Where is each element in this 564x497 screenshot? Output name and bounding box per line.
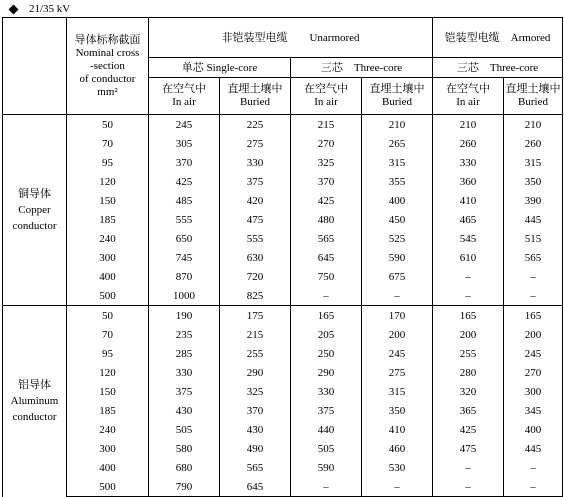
ampacity-cell: 475 — [433, 439, 504, 458]
ampacity-cell: – — [433, 458, 504, 477]
ampacity-cell: 790 — [149, 477, 220, 497]
buried-label-cn: 直埋土壤中 — [369, 83, 425, 95]
table-row — [3, 267, 563, 286]
ampacity-cell: 505 — [149, 420, 220, 439]
ampacity-cell: 210 — [362, 115, 433, 135]
cross-section-cell: 50 — [67, 115, 149, 135]
buried-label-cn: 直埋土壤中 — [505, 83, 561, 95]
in-air-header — [149, 78, 220, 115]
ampacity-cell: 375 — [149, 382, 220, 401]
ampacity-cell: 315 — [362, 382, 433, 401]
in-air-label-cn: 在空气中 — [162, 83, 206, 95]
ampacity-cell: 445 — [504, 439, 563, 458]
three-core-armored-header: 三芯 Three-core — [433, 58, 563, 78]
ampacity-cell: 290 — [220, 363, 291, 382]
ampacity-cell: 1000 — [149, 286, 220, 306]
cross-section-cell: 70 — [67, 134, 149, 153]
ampacity-cell: 235 — [149, 325, 220, 344]
ampacity-cell: 330 — [149, 363, 220, 382]
ampacity-cell: 350 — [504, 172, 563, 191]
ampacity-cell: 200 — [504, 325, 563, 344]
ampacity-cell: 290 — [291, 363, 362, 382]
ampacity-cell: 430 — [220, 420, 291, 439]
conductor-label-line: 铝导体 — [18, 379, 51, 392]
ampacity-cell: 175 — [220, 306, 291, 326]
ampacity-cell: 545 — [433, 229, 504, 248]
ampacity-cell: 630 — [220, 248, 291, 267]
cross-section-cell: 50 — [67, 306, 149, 326]
ampacity-cell: 265 — [362, 134, 433, 153]
ampacity-cell: 275 — [220, 134, 291, 153]
ampacity-cell: 170 — [362, 306, 433, 326]
conductor-label-line: conductor — [12, 220, 57, 232]
ampacity-cell: – — [433, 477, 504, 497]
header-corner-cell — [3, 18, 67, 115]
table-row — [3, 344, 563, 363]
copper-group — [3, 115, 563, 306]
ampacity-cell: 420 — [220, 191, 291, 210]
conductor-label-line: Aluminum — [10, 395, 59, 408]
ampacity-cell: 330 — [291, 382, 362, 401]
ampacity-cell: 590 — [291, 458, 362, 477]
in-air-label-en: In air — [314, 96, 338, 108]
ampacity-cell: 270 — [291, 134, 362, 153]
ampacity-cell: 825 — [220, 286, 291, 306]
ampacity-cell: 480 — [291, 210, 362, 229]
ampacity-cell: 645 — [220, 477, 291, 497]
table-row — [3, 477, 563, 497]
ampacity-cell: 750 — [291, 267, 362, 286]
ampacity-cell: 555 — [220, 229, 291, 248]
ampacity-cell: 165 — [433, 306, 504, 326]
ampacity-cell: 370 — [149, 153, 220, 172]
ampacity-cell: – — [433, 286, 504, 306]
cross-section-cell: 120 — [67, 172, 149, 191]
ampacity-cell: 565 — [291, 229, 362, 248]
ampacity-cell: 650 — [149, 229, 220, 248]
ampacity-cell: 360 — [433, 172, 504, 191]
ampacity-cell: 215 — [220, 325, 291, 344]
ampacity-cell: 370 — [220, 401, 291, 420]
table-row — [3, 115, 563, 135]
aluminum-group — [3, 306, 563, 497]
ampacity-cell: 475 — [220, 210, 291, 229]
in-air-label-cn: 在空气中 — [304, 83, 348, 95]
ampacity-cell: 460 — [362, 439, 433, 458]
cross-section-cell: 185 — [67, 401, 149, 420]
cross-section-cell: 240 — [67, 229, 149, 248]
cross-section-cell: 400 — [67, 267, 149, 286]
ampacity-cell: – — [362, 286, 433, 306]
ampacity-cell: 275 — [362, 363, 433, 382]
ampacity-cell: 305 — [149, 134, 220, 153]
ampacity-cell: 525 — [362, 229, 433, 248]
cross-section-cell: 150 — [67, 382, 149, 401]
conductor-label-line: Copper — [18, 204, 51, 216]
cross-section-cell: 95 — [67, 344, 149, 363]
ampacity-cell: 245 — [149, 115, 220, 135]
buried-label-en: Buried — [240, 96, 270, 108]
cross-section-cell: 70 — [67, 325, 149, 344]
unarmored-group-header: 非铠装型电缆 Unarmored — [149, 18, 433, 58]
ampacity-cell: 515 — [504, 229, 563, 248]
table-row — [3, 153, 563, 172]
cross-section-cell: 500 — [67, 477, 149, 497]
ampacity-cell: 580 — [149, 439, 220, 458]
table-row — [3, 172, 563, 191]
cross-section-cell: 120 — [67, 363, 149, 382]
ampacity-cell: 325 — [220, 382, 291, 401]
ampacity-cell: 675 — [362, 267, 433, 286]
cross-section-cell: 300 — [67, 439, 149, 458]
table-row — [3, 134, 563, 153]
cross-section-cell: 300 — [67, 248, 149, 267]
in-air-label-en: In air — [172, 96, 196, 108]
ampacity-cell: 320 — [433, 382, 504, 401]
diamond-bullet-icon — [9, 4, 19, 14]
section-header-unit: mm² — [97, 85, 118, 98]
ampacity-cell: – — [504, 267, 563, 286]
table-row — [3, 248, 563, 267]
ampacity-cell: 260 — [433, 134, 504, 153]
section-header-cell — [67, 18, 149, 115]
table-row — [3, 191, 563, 210]
cross-section-cell: 185 — [67, 210, 149, 229]
ampacity-cell: – — [362, 477, 433, 497]
ampacity-cell: 300 — [504, 382, 563, 401]
section-header-en-3: of conductor — [79, 72, 136, 85]
cross-section-cell: 500 — [67, 286, 149, 306]
ampacity-cell: 720 — [220, 267, 291, 286]
table-row — [3, 458, 563, 477]
buried-label-cn: 直埋土壤中 — [227, 83, 283, 95]
in-air-label-en: In air — [456, 96, 480, 108]
ampacity-cell: 330 — [220, 153, 291, 172]
table-row — [3, 229, 563, 248]
ampacity-cell: 330 — [433, 153, 504, 172]
cross-section-cell: 150 — [67, 191, 149, 210]
buried-header — [220, 78, 291, 115]
ampacity-cell: 345 — [504, 401, 563, 420]
ampacity-cell: 270 — [504, 363, 563, 382]
cross-section-cell: 95 — [67, 153, 149, 172]
voltage-title — [8, 2, 70, 16]
ampacity-cell: 200 — [362, 325, 433, 344]
ampacity-cell: 200 — [433, 325, 504, 344]
table-row — [3, 363, 563, 382]
in-air-header — [291, 78, 362, 115]
ampacity-cell: 870 — [149, 267, 220, 286]
ampacity-cell: 260 — [504, 134, 563, 153]
in-air-header — [433, 78, 504, 115]
table-row — [3, 210, 563, 229]
table-header — [3, 18, 563, 115]
table-row — [3, 420, 563, 439]
ampacity-cell: 205 — [291, 325, 362, 344]
copper-conductor-label — [3, 115, 67, 306]
ampacity-cell: 445 — [504, 210, 563, 229]
ampacity-cell: 680 — [149, 458, 220, 477]
voltage-title-text: 21/35 kV — [29, 3, 71, 15]
ampacity-cell: 505 — [291, 439, 362, 458]
conductor-label-line: conductor — [12, 411, 57, 424]
ampacity-cell: 250 — [291, 344, 362, 363]
ampacity-cell: 440 — [291, 420, 362, 439]
ampacity-cell: – — [291, 286, 362, 306]
buried-label-en: Buried — [382, 96, 412, 108]
ampacity-cell: 530 — [362, 458, 433, 477]
ampacity-cell: 610 — [433, 248, 504, 267]
ampacity-cell: 400 — [504, 420, 563, 439]
conductor-label-line: 铜导体 — [18, 188, 51, 200]
ampacity-cell: 325 — [291, 153, 362, 172]
ampacity-cell: 450 — [362, 210, 433, 229]
buried-header — [362, 78, 433, 115]
table-row — [3, 401, 563, 420]
three-core-header: 三芯 Three-core — [291, 58, 433, 78]
single-core-header: 单芯 Single-core — [149, 58, 291, 78]
ampacity-cell: 350 — [362, 401, 433, 420]
ampacity-cell: 375 — [291, 401, 362, 420]
ampacity-cell: 400 — [362, 191, 433, 210]
table-row — [3, 439, 563, 458]
ampacity-cell: 370 — [291, 172, 362, 191]
armored-group-header: 铠装型电缆 Armored — [433, 18, 563, 58]
ampacity-cell: 425 — [149, 172, 220, 191]
ampacity-cell: – — [504, 458, 563, 477]
ampacity-cell: 280 — [433, 363, 504, 382]
section-header-en-1: Nominal cross — [75, 46, 140, 59]
section-header-en-2: -section — [90, 59, 125, 72]
ampacity-cell: 645 — [291, 248, 362, 267]
ampacity-cell: 165 — [291, 306, 362, 326]
ampacity-cell: 210 — [433, 115, 504, 135]
cross-section-cell: 400 — [67, 458, 149, 477]
ampacity-cell: 315 — [504, 153, 563, 172]
table-row — [3, 306, 563, 326]
buried-header — [504, 78, 563, 115]
ampacity-cell: 315 — [362, 153, 433, 172]
ampacity-cell: 565 — [220, 458, 291, 477]
ampacity-cell: 425 — [291, 191, 362, 210]
ampacity-cell: – — [504, 477, 563, 497]
ampacity-cell: 355 — [362, 172, 433, 191]
ampacity-cell: 210 — [504, 115, 563, 135]
ampacity-cell: – — [504, 286, 563, 306]
ampacity-cell: 225 — [220, 115, 291, 135]
ampacity-cell: 410 — [433, 191, 504, 210]
section-header-cn: 导体标称截面 — [74, 33, 141, 46]
table-row — [3, 382, 563, 401]
ampacity-cell: 745 — [149, 248, 220, 267]
current-capacity-table — [2, 17, 563, 497]
buried-label-en: Buried — [518, 96, 548, 108]
ampacity-cell: 285 — [149, 344, 220, 363]
cross-section-cell: 240 — [67, 420, 149, 439]
ampacity-cell: 190 — [149, 306, 220, 326]
ampacity-cell: 255 — [433, 344, 504, 363]
ampacity-cell: 255 — [220, 344, 291, 363]
ampacity-cell: 365 — [433, 401, 504, 420]
ampacity-cell: 390 — [504, 191, 563, 210]
ampacity-cell: 555 — [149, 210, 220, 229]
ampacity-cell: 245 — [504, 344, 563, 363]
ampacity-cell: 215 — [291, 115, 362, 135]
ampacity-cell: 165 — [504, 306, 563, 326]
ampacity-cell: 485 — [149, 191, 220, 210]
ampacity-cell: 430 — [149, 401, 220, 420]
ampacity-cell: 245 — [362, 344, 433, 363]
ampacity-cell: 565 — [504, 248, 563, 267]
ampacity-cell: 425 — [433, 420, 504, 439]
ampacity-cell: 410 — [362, 420, 433, 439]
ampacity-cell: – — [291, 477, 362, 497]
ampacity-cell: 490 — [220, 439, 291, 458]
ampacity-cell: 465 — [433, 210, 504, 229]
ampacity-cell: 590 — [362, 248, 433, 267]
aluminum-conductor-label — [3, 306, 67, 497]
table-row — [3, 325, 563, 344]
table-row — [3, 286, 563, 306]
in-air-label-cn: 在空气中 — [446, 83, 491, 95]
ampacity-cell: – — [433, 267, 504, 286]
ampacity-cell: 375 — [220, 172, 291, 191]
